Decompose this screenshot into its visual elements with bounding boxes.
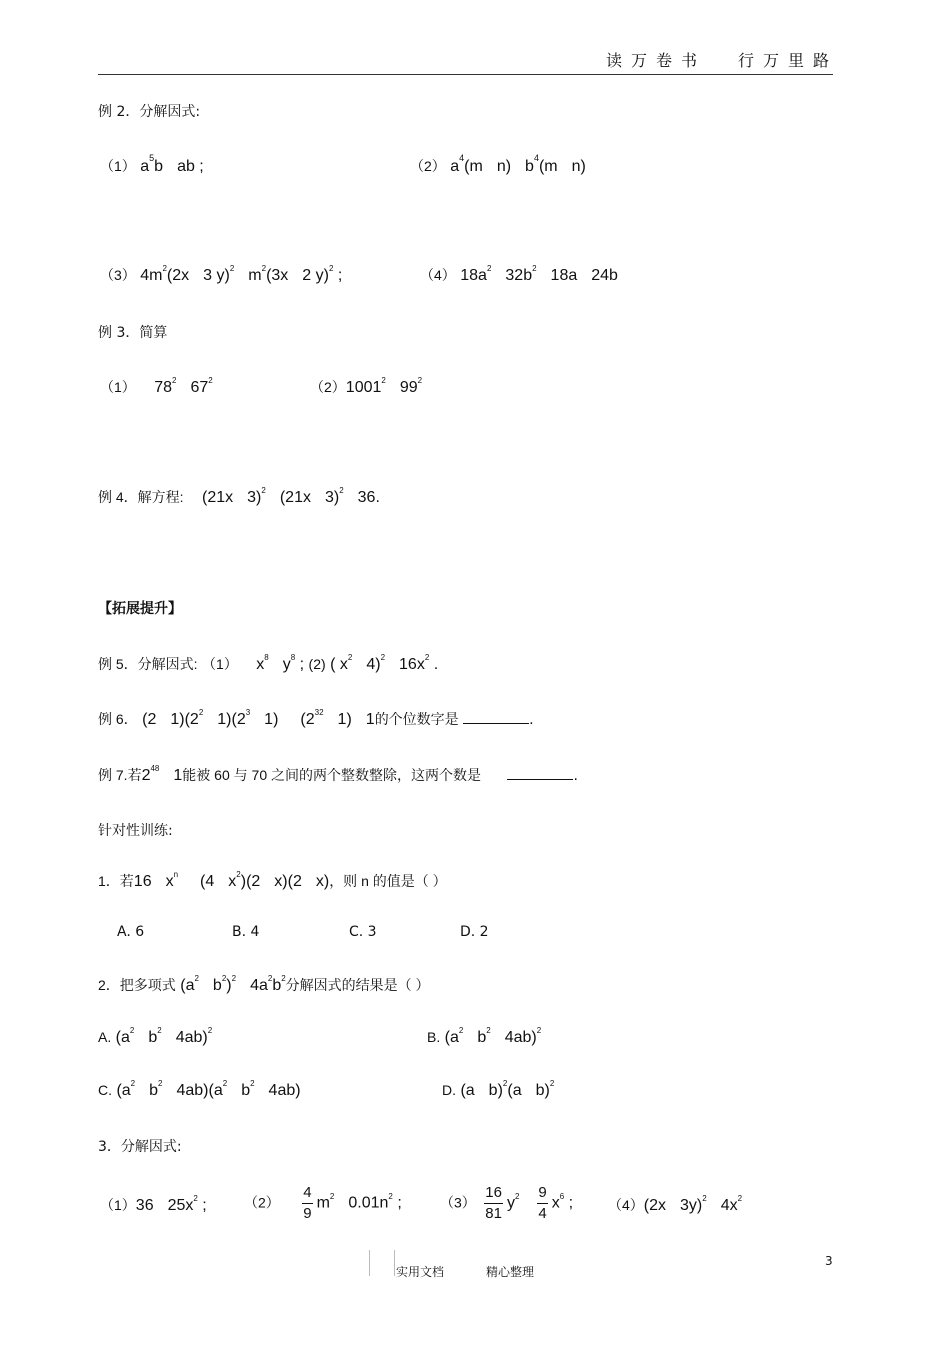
footer-divider-right bbox=[394, 1250, 395, 1276]
ex4-equation: 例 4．解方程: (21x 3)$^2$ (21x 3)$^2$ 36. bbox=[98, 486, 380, 506]
fraction-4-9: $\frac{4}{9}$ bbox=[303, 1184, 312, 1222]
footer-left-text: 实用文档 bbox=[396, 1265, 445, 1279]
ex7-answer-blank[interactable] bbox=[507, 767, 573, 780]
ex2-item-3: （3） $4m^2(2x$ 3 y)$^2$ $m^2(3x$ 2 y)$^2$ ; bbox=[100, 264, 343, 284]
fraction-9-4: $\frac{9}{4}$ bbox=[538, 1184, 547, 1222]
fraction-16-81: $\frac{16}{81}$ bbox=[485, 1184, 502, 1222]
q3-title: 3．分解因式: bbox=[98, 1139, 182, 1155]
ex2-title: 例 2．分解因式: bbox=[98, 104, 201, 120]
ex2-item-2: （2） $a^4(m$ n) $b^4(m$ n) bbox=[410, 153, 586, 175]
q2-option-c[interactable]: C. ($a^2$ $b^2$ $4ab)(a^2$ $b^2$ 4ab) bbox=[98, 1079, 301, 1099]
q2-stem: 2．把多项式 ($a^2$ $b^2)^2$ $4a^2b^2$分解因式的结果是（ ） bbox=[98, 974, 430, 994]
page-number: 3 bbox=[825, 1254, 833, 1268]
q1-option-d[interactable]: D. 2 bbox=[460, 924, 489, 940]
q2-option-a[interactable]: A. ($a^2$ $b^2$ 4ab)$^2$ bbox=[98, 1026, 213, 1046]
ex3-item-1: （1） $78^2$ $67^2$ bbox=[100, 376, 213, 396]
ex3-title: 例 3．简算 bbox=[98, 325, 168, 341]
ex5-line: 例 5．分解因式: （1） $x^8$ $y^8$ ; (2) ( $x^2$ 4)$^2$ $16x^2$ . bbox=[98, 653, 439, 673]
q3-item-4: （4）(2x 3y)$^2$ $4x^2$ bbox=[608, 1194, 743, 1214]
ex2-item-4: （4） $18a^2$ $32b^2$ 18a 24b bbox=[420, 264, 618, 284]
footer-divider-left bbox=[369, 1250, 370, 1276]
q1-option-b[interactable]: B. 4 bbox=[232, 924, 260, 940]
q3-item-1: （1）36 $25x^2$ ; bbox=[100, 1194, 207, 1214]
ex6-line: 例 6． (2 $1)(2^2$ $1)(2^3$ 1) ($2^{32}$ 1) 1的个位数字是 . bbox=[98, 708, 534, 728]
footer-right-text: 精心整理 bbox=[486, 1265, 535, 1279]
q3-item-3: （3） $\frac{16}{81}$ $y^2$ $\frac{9}{4}$ $x^6$ ; bbox=[440, 1184, 574, 1222]
q3-item-2: （2） $\frac{4}{9}$ $m^2$ $0.01n^2$ ; bbox=[244, 1184, 402, 1222]
q2-option-b[interactable]: B. ($a^2$ $b^2$ 4ab)$^2$ bbox=[427, 1026, 542, 1046]
header-motto-left: 读万卷书 bbox=[606, 51, 707, 70]
header-rule bbox=[98, 74, 833, 75]
q1-option-c[interactable]: C. 3 bbox=[349, 924, 377, 940]
q1-stem: 1．若16 $x^n$ (4 $x^2)(2$ x)(2 x)，则 n 的值是（ ） bbox=[98, 870, 447, 890]
ex7-line: 例 7.若$2^{48}$ 1能被 60 与 70 之间的两个整数整除，这两个数是 . bbox=[98, 764, 578, 784]
extension-title: 【拓展提升】 bbox=[98, 601, 182, 617]
training-title: 针对性训练: bbox=[98, 823, 173, 839]
header-motto-right: 行万里路 bbox=[738, 51, 839, 70]
ex3-item-2: （2）1001$^2$ $99^2$ bbox=[310, 376, 423, 396]
q1-option-a[interactable]: A. 6 bbox=[117, 924, 145, 940]
ex6-answer-blank[interactable] bbox=[463, 711, 529, 724]
ex2-item-1: （1） $a^5b$ ab ; bbox=[100, 153, 204, 175]
q2-option-d[interactable]: D. (a b)$^2$(a b)$^2$ bbox=[442, 1079, 555, 1099]
